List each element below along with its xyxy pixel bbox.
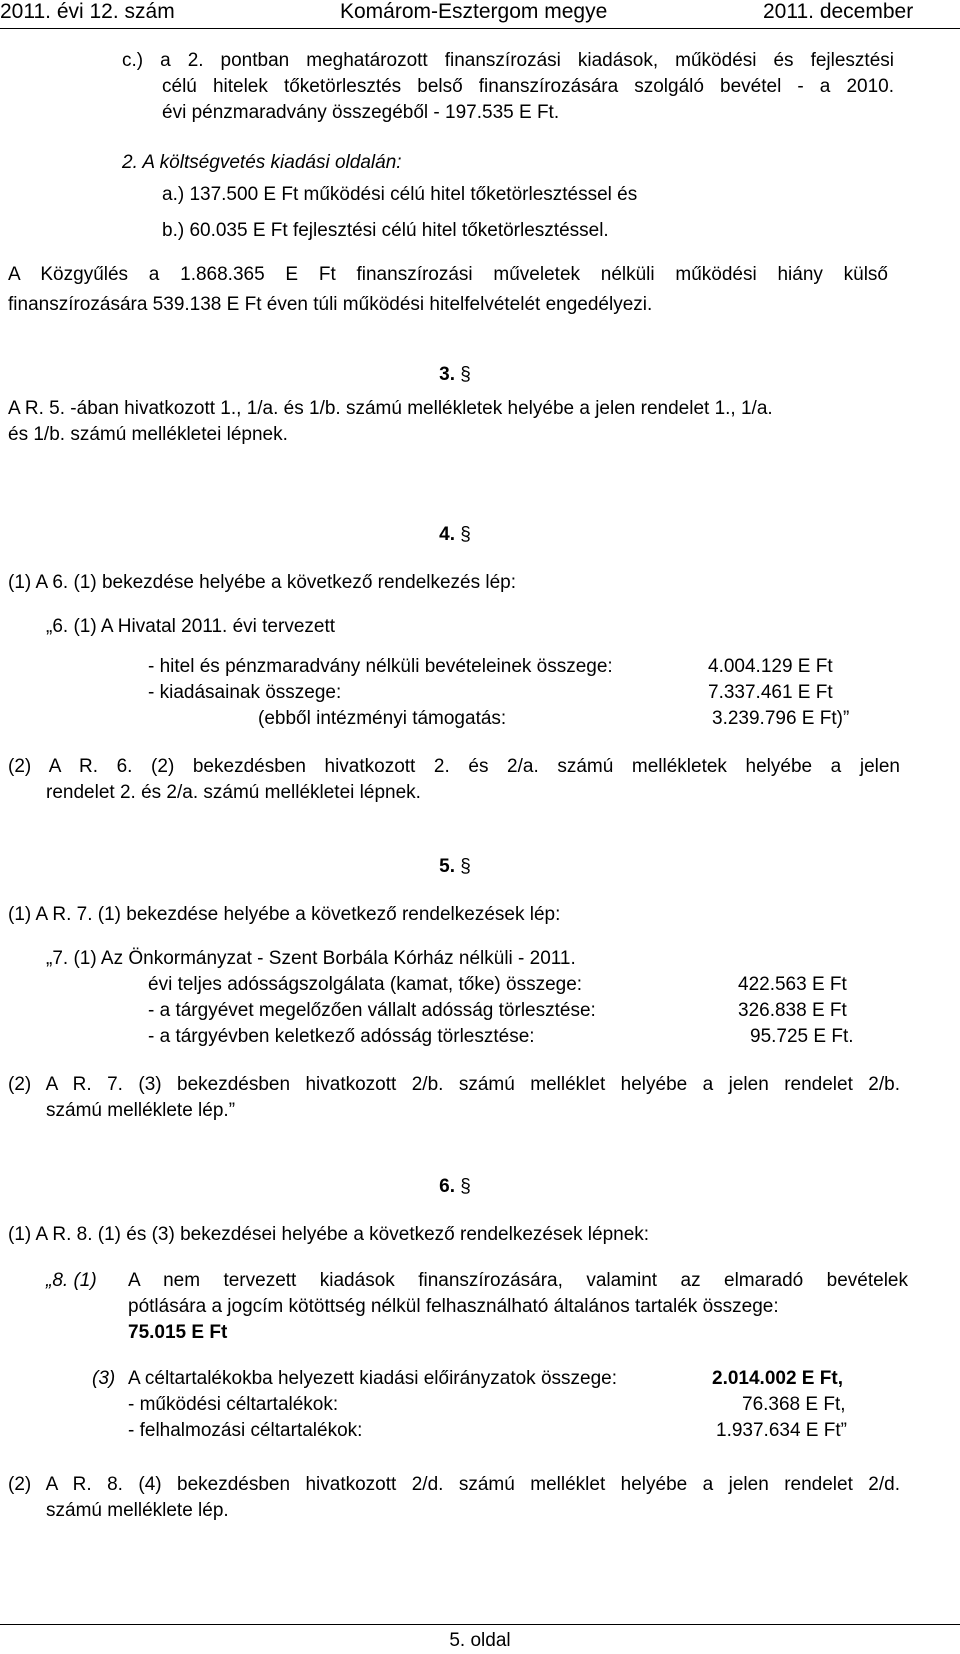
kozgyules-line2: finanszírozására 539.138 E Ft éven túli működési hitelfelvételét engedélyezi.: [8, 294, 653, 315]
s4-row-label: - kiadásainak összege:: [148, 682, 342, 703]
s5-row-value: 326.838 E Ft: [738, 1000, 847, 1021]
section-4-heading: 4. §: [439, 524, 471, 545]
section-6-p2-line2: számú melléklete lép.: [46, 1500, 229, 1521]
section-3-heading: 3. §: [439, 364, 471, 385]
s6-row-value: 1.937.634 E Ft”: [716, 1420, 847, 1441]
s4-row-label: - hitel és pénzmaradvány nélküli bevételeinek összege:: [148, 656, 613, 677]
s5-row-value: 422.563 E Ft: [738, 974, 847, 995]
section-6-q1-amount: 75.015 E Ft: [128, 1322, 228, 1343]
s6-row-label: - működési céltartalékok:: [128, 1394, 339, 1415]
s5-row-value: 95.725 E Ft.: [750, 1026, 854, 1047]
header-county: Komárom-Esztergom megye: [340, 0, 608, 23]
section-6-q3-value: 2.014.002 E Ft,: [712, 1368, 843, 1389]
s5-row-label: évi teljes adósságszolgálata (kamat, tőke) összege:: [148, 974, 583, 995]
section-5-p1: (1) A R. 7. (1) bekezdése helyébe a következő rendelkezések lép:: [8, 904, 561, 925]
section-sign-icon: §: [460, 524, 471, 545]
section-6-q3-label: A céltartalékokba helyezett kiadási előirányzatok összege:: [128, 1368, 617, 1389]
item-2-title: 2. A költségvetés kiadási oldalán:: [122, 152, 402, 173]
section-6-heading: 6. §: [439, 1176, 471, 1197]
section-4-p2-line1: (2) A R. 6. (2) bekezdésben hivatkozott 2. és 2/a. számú mellékletek helyébe a jelen: [8, 756, 900, 777]
item-c-line1: c.) a 2. pontban meghatározott finanszírozási kiadások, működési és fejlesztési: [122, 50, 894, 71]
section-6-p1: (1) A R. 8. (1) és (3) bekezdései helyébe a következő rendelkezések lépnek:: [8, 1224, 650, 1245]
s6-row-value: 76.368 E Ft,: [742, 1394, 846, 1415]
section-4-p2-line2: rendelet 2. és 2/a. számú mellékletei lépnek.: [46, 782, 421, 803]
section-6-q1-number: „8. (1): [46, 1270, 97, 1291]
item-2-a: a.) 137.500 E Ft működési célú hitel tőketörlesztéssel és: [162, 184, 638, 205]
section-sign-icon: §: [460, 364, 471, 385]
section-4-p1: (1) A 6. (1) bekezdése helyébe a következő rendelkezés lép:: [8, 572, 517, 593]
section-3-line1: A R. 5. -ában hivatkozott 1., 1/a. és 1/b. számú mellékletek helyébe a jelen rendelet 1., 1/a.: [8, 398, 773, 419]
section-5-quote: „7. (1) Az Önkormányzat - Szent Borbála Kórház nélküli - 2011.: [46, 948, 576, 969]
s6-row-label: - felhalmozási céltartalékok:: [128, 1420, 363, 1441]
item-c-line3: évi pénzmaradvány összegéből - 197.535 E Ft.: [162, 102, 560, 123]
s4-row-value: 7.337.461 E Ft: [708, 682, 833, 703]
section-6-q3-number: (3): [92, 1368, 116, 1389]
s5-row-label: - a tárgyévet megelőzően vállalt adósság törlesztése:: [148, 1000, 596, 1021]
header-date: 2011. december: [763, 0, 914, 23]
section-5-p2-line1: (2) A R. 7. (3) bekezdésben hivatkozott 2/b. számú melléklet helyébe a jelen rendelet 2/b.: [8, 1074, 900, 1095]
section-5-heading: 5. §: [439, 856, 471, 877]
section-6-q1-line1: A nem tervezett kiadások finanszírozására, valamint az elmaradó bevételek: [128, 1270, 908, 1291]
item-c-line2: célú hitelek tőketörlesztés belső finanszírozására szolgáló bevétel - a 2010.: [162, 76, 894, 97]
section-3-line2: és 1/b. számú mellékletei lépnek.: [8, 424, 288, 445]
item-2-b: b.) 60.035 E Ft fejlesztési célú hitel tőketörlesztéssel.: [162, 220, 609, 241]
s4-row-value: 4.004.129 E Ft: [708, 656, 833, 677]
section-sign-icon: §: [460, 1176, 471, 1197]
section-sign-icon: §: [460, 856, 471, 877]
page-header: [0, 0, 960, 29]
page-number: 5. oldal: [449, 1630, 511, 1651]
section-5-p2-line2: számú melléklete lép.”: [46, 1100, 236, 1121]
section-6-q1-line2: pótlására a jogcím kötöttség nélkül felhasználható általános tartalék összege:: [128, 1296, 779, 1317]
section-6-p2-line1: (2) A R. 8. (4) bekezdésben hivatkozott 2/d. számú melléklet helyébe a jelen rendelet 2/d.: [8, 1474, 900, 1495]
kozgyules-line1: A Közgyűlés a 1.868.365 E Ft finanszírozási műveletek nélküli működési hiány külső: [8, 264, 888, 285]
footer-rule: [0, 1624, 960, 1625]
s4-row-value: 3.239.796 E Ft)”: [712, 708, 850, 729]
s5-row-label: - a tárgyévben keletkező adósság törlesztése:: [148, 1026, 535, 1047]
section-4-quote: „6. (1) A Hivatal 2011. évi tervezett: [46, 616, 336, 637]
header-issue: 2011. évi 12. szám: [0, 0, 175, 23]
s4-row-label: (ebből intézményi támogatás:: [258, 708, 507, 729]
